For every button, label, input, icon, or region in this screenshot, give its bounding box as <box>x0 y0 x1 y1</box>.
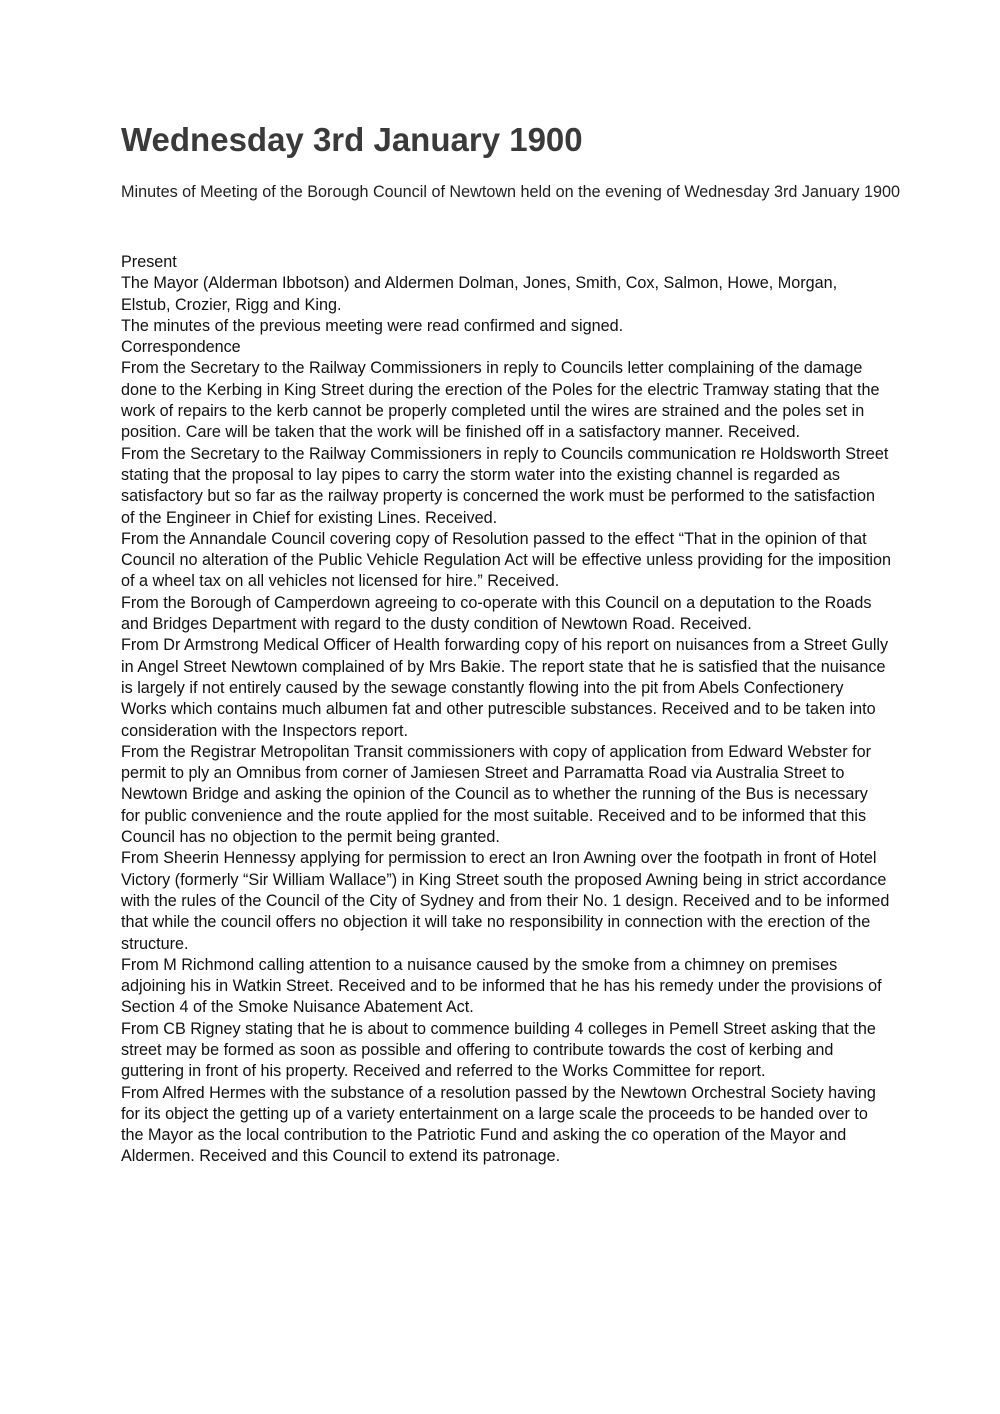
minutes-paragraph-railway-kerbing: From the Secretary to the Railway Commissioners in reply to Councils letter complaining of the damage done to the Kerbing in King Street during the erection of the Poles for the electric Tramway stating that the work of repairs to the kerb cannot be properly completed until the wires are strained and the poles set in position. Care will be taken that the work will be finished off in a satisfactory manner. Received. <box>121 359 880 442</box>
minutes-paragraph-hermes: From Alfred Hermes with the substance of a resolution passed by the Newtown Orchestral Society having for its object the getting up of a variety entertainment on a large scale the proceeds to be handed over to the Mayor as the local contribution to the Patriotic Fund and asking the co operation of the Mayor and Aldermen. Received and this Council to extend its patronage. <box>121 1083 876 1166</box>
minutes-paragraph-confirmation: The minutes of the previous meeting were read confirmed and signed. <box>121 316 624 335</box>
minutes-paragraph-rigney: From CB Rigney stating that he is about to commence building 4 colleges in Pemell Street asking that the street may be formed as soon as possible and offering to contribute towards the cost of kerbing and guttering in front of his property. Received and referred to the Works Committee for report. <box>121 1019 876 1081</box>
minutes-paragraph-hennessy: From Sheerin Hennessy applying for permission to erect an Iron Awning over the footpath in front of Hotel Victory (formerly “Sir William Wallace”) in King Street south the proposed Awning being in strict accordance with the rules of the Council of the City of Sydney and from their No. 1 design. Received and to be informed that while the council offers no objection it will take no responsibility in connection with the erection of the structure. <box>121 849 890 953</box>
minutes-paragraph-richmond: From M Richmond calling attention to a nuisance caused by the smoke from a chimney on premises adjoining his in Watkin Street. Received and to be informed that he has his remedy under the provisions of Section 4 of the Smoke Nuisance Abatement Act. <box>121 955 882 1017</box>
minutes-paragraph-present-heading: Present <box>121 253 177 271</box>
intro-paragraph: Minutes of Meeting of the Borough Council of Newtown held on the evening of Wednesday 3rd January 1900 <box>121 183 900 201</box>
minutes-paragraph-transit: From the Registrar Metropolitan Transit commissioners with copy of application from Edward Webster for permit to ply an Omnibus from corner of Jamiesen Street and Parramatta Road via Australia Street to Newtown Bridge and asking the opinion of the Council as to whether the running of the Bus is necessary for public convenience and the route applied for the most suitable. Received and to be informed that this Council has no objection to the permit being granted. <box>121 742 871 847</box>
minutes-paragraph-armstrong: From Dr Armstrong Medical Officer of Health forwarding copy of his report on nuisances from a Street Gully in Angel Street Newtown complained of by Mrs Bakie. The report state that he is satisfied that the nuisance is largely if not entirely caused by the sewage constantly flowing into the pit from Abels Confectionery Works which contains much albumen fat and other putrescible substances. Received and to be taken into consideration with the Inspectors report. <box>121 636 889 740</box>
minutes-paragraph-correspondence-heading: Correspondence <box>121 338 241 357</box>
minutes-paragraph-railway-holdsworth: From the Secretary to the Railway Commissioners in reply to Councils communication re Holdsworth Street stating that the proposal to lay pipes to carry the storm water into the existing channel is regarded as satisfactory but so far as the railway property is concerned the work must be performed to the satisfaction of the Engineer in Chief for existing Lines. Received. <box>121 444 889 527</box>
minutes-paragraph-annandale: From the Annandale Council covering copy of Resolution passed to the effect “That in the opinion of that Council no alteration of the Public Vehicle Regulation Act will be effective unless providing for the imposition of a wheel tax on all vehicles not licensed for hire.” Received. <box>121 529 891 591</box>
page-title: Wednesday 3rd January 1900 <box>121 121 583 158</box>
minutes-paragraph-camperdown: From the Borough of Camperdown agreeing to co-operate with this Council on a deputation to the Roads and Bridges Department with regard to the dusty condition of Newtown Road. Received. <box>121 593 872 634</box>
minutes-paragraph-attendees: The Mayor (Alderman Ibbotson) and Aldermen Dolman, Jones, Smith, Cox, Salmon, Howe, Morgan, Elstub, Crozier, Rigg and King. <box>121 274 838 314</box>
minutes-body <box>121 252 891 1168</box>
